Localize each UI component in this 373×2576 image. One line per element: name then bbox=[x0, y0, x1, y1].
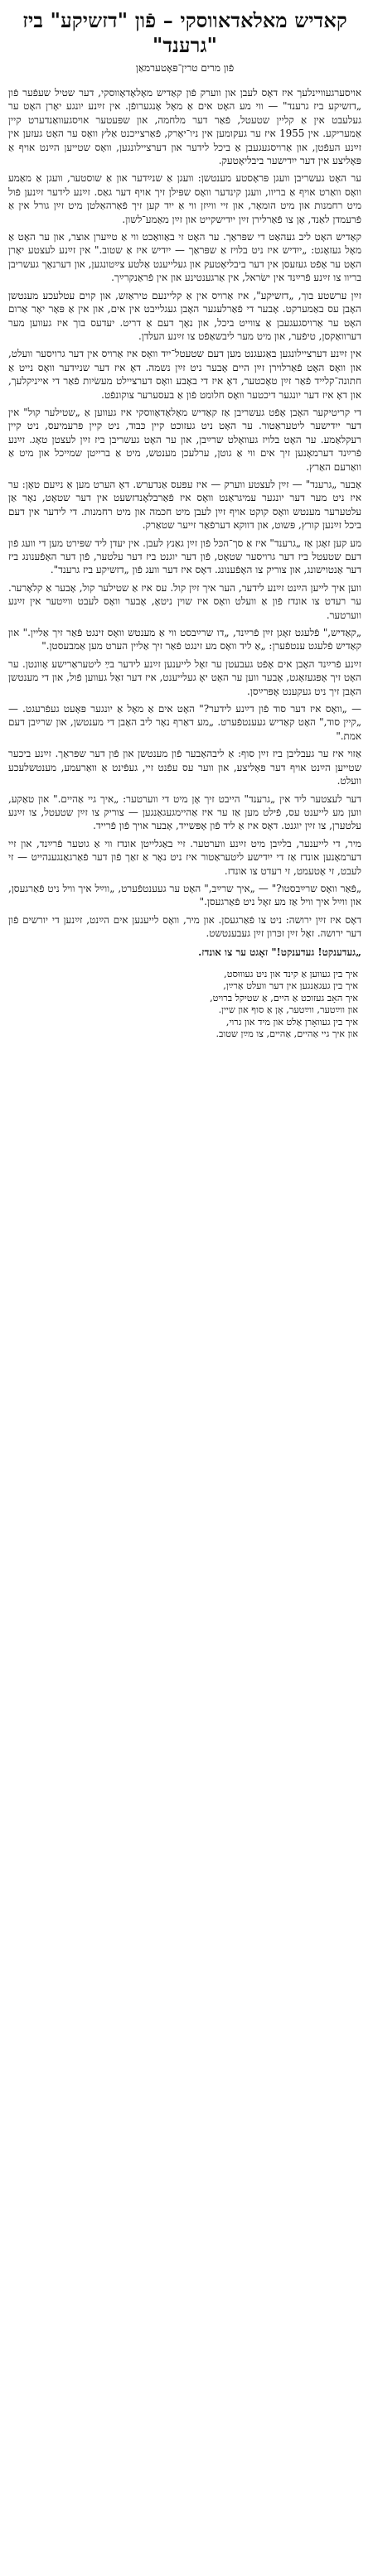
paragraph: די קריטיקער האָבן אָפֿט געשריבן אַז קאַדיש מאָלאָדאָווסקי איז געווען אַ „שטילער קול" אין דער ייִדישער ליטעראַטור. ער האָט ניט געזוכט קיין כּבוד, ניט קיין פּרעמיעס, ניט קיין רעקלאַמע. ער האָט בלויז געוואָלט שרײַבן, און ער האָט געשריבן ביז זײַן לעצטן טאָג. זײַנע פֿרײַנד דערמאָנען זיך אים ווי אַ גוטן, ערלעכן מענטש, מיט אַ ברייטן שמייכל און מיט אַ וואַרעם האַרץ. bbox=[8, 406, 361, 473]
paragraph: קאַדיש האָט ליב געהאַט די שפּראַך. ער האָט זי באַוואַכט ווי אַ טײַערן אוצר, און ער האָט אַ מאָל געזאָגט: „ייִדיש איז ניט בלויז אַ שפּראַך — ייִדיש איז אַ שטוב." אין זײַנע לעצטע יאָרן האָט ער אָפֿט געזעסן אין דער ביבליאָטעק און געלייענט אַלטע צײַטונגען, און דערנאָך געשריבן בריוו צו זײַנע פֿרײַנד אין ישׂראל, אין אַרגענטינע און אין פֿראַנקרײַך. bbox=[8, 231, 361, 284]
paragraph: מע קען זאָגן אַז „גרענד" איז אַ סך־הכּל פֿון זײַן גאַנץ לעבן. אין יעדן ליד שפּירט מען די וועג פֿון דעם שטעטל ביז דער גרויסער שטאָט, פֿון דער יוגנט ביז דער עלטער, פֿון דער האָפֿענונג ביז דער אַנטוישונג, און צוריק צו האָפֿענונג. דאָס איז דער וועג פֿון „דזשיקע ביז גרענד". bbox=[8, 537, 361, 576]
poem-block bbox=[8, 969, 361, 1041]
poem-line: איך בין געגאַנגען אין דער וועלט אַרײַן, bbox=[223, 980, 358, 992]
paragraph: זײַנע פֿרײַנד האָבן אים אָפֿט געבעטן ער זאָל לייענען זײַנע לידער בײַ ליטעראַרישע אָוונטן. ער האָט זיך אָפּגעזאָגט, אָבער ווען ער האָט יאָ געלייענט, איז דער זאַל געווען פֿול, און די מענטשן האָבן זיך ניט געקענט אָפּרײַסן. bbox=[8, 657, 361, 697]
article-page bbox=[8, 8, 361, 2567]
closing-line: „געדענקט! געדענקט!" זאָגט ער צו אונדז. bbox=[198, 946, 361, 958]
paragraph: דער לעצטער ליד אין „גרענד" הייבט זיך אָן מיט די ווערטער: „איך גיי אַהיים." און טאַקע, ווען מע לייענט עס, פֿילט מען אַז ער איז אַהיימגעגאַנגען — צוריק צו זײַן שטעטל, צו זײַנע עלטערן, צו זײַן יוגנט. דאָס איז אַ ליד פֿון אָפּשייד, אָבער אויך פֿון פֿרייד. bbox=[8, 792, 361, 832]
paragraph: זײַן ערשטע בוך, „דזשיקע", איז אַרויס אין אַ קליינעם טיראַזש, און קוים עטלעכע מענטשן האָבן עס באַמערקט. אָבער די פֿאַרלעגער האָבן געגלייבט אין אים, און אין אַ פּאָר יאָר אַרום האָט ער אַרויסגעגעבן אַ צווייט ביכל, און נאָך דעם אַ דריט. יעדעס בוך איז געווען מער דערוואַקסן, טיפֿער, און מיט מער ליבשאַפֿט צו זײַנע העלדן. bbox=[8, 289, 361, 342]
poem-line: איך בין געווען אַ קינד און ניט געוווּסט, bbox=[224, 968, 358, 980]
paragraph: „קאַדיש," פֿלעגט זאָגן זײַן פֿרײַנד, „דו שרײַבסט ווי אַ מענטש וואָס זינגט פֿאַר זיך אַליין." און קאַדיש פֿלעגט ענטפֿערן: „אַ ליד וואָס מע זינגט פֿאַר זיך אַליין הערט מען אַמבעסטן." bbox=[8, 627, 361, 652]
paragraph: אין זײַנע דערציילונגען באַגעגנט מען דעם שטעטל־ייִד וואָס איז אַרויס אין דער גרויסער וועלט, און וואָס האָט פֿאַרלוירן זײַן היים אָבער ניט זײַן נשמה. דאָ איז דער שנײַדער וואָס נייט אַ חתונה־קלייד פֿאַר זײַן טאָכטער, דאָ איז די באָבע וואָס דערציילט מעשׂיות פֿאַר די אייניקלעך, און דאָ איז דער יונגער דיכטער וואָס חלומט פֿון אַ בעסערער צוקונפֿט. bbox=[8, 348, 361, 401]
poem-line: און ווײַטער, ווײַטער, אָן אַ סוף און שיין. bbox=[218, 1004, 358, 1016]
page-title: קאדיש מאלאדאווסקי – פֿון "דזשיקע" ביז "גרענד" bbox=[22, 8, 347, 57]
paragraph: אָבער „גרענד" — זײַן לעצטע ווערק — איז עפּעס אַנדערש. דאָ הערט מען אַ נײַעם טאָן: ער איז ניט מער דער יונגער עמיגראַנט וואָס איז פֿאַרבלאָנדזשעט אין דער שטאָט, נאָר אַן עלטערער מענטש וואָס קוקט אויף זײַן לעבן מיט חכמה און מיט רחמנות. די לידער אין דעם ביכל זײַנען קורץ, פּשוט, און דווקא דערפֿאַר זייער שטאַרק. bbox=[8, 478, 361, 532]
paragraph: אויסערגעוויינלעך איז דאָס לעבן און ווערק פֿון קאַדיש מאָלאָדאָווסקי, דער שטיל שעפֿער פֿון „דזשיקע ביז גרענד" — ווי מע האָט אים אַ מאָל אָנגערופֿן. אין זײַנע יונגע יאָרן האָט ער געלעבט אין אַ קליין שטעטל, פֿאַר דער מלחמה, און שפּעטער אויסגעוואַנדערט קיין אַמעריקע. אין 1955 איז ער געקומען אין ניו־יאָרק, פֿאַרצייכנט אַלץ וואָס ער האָט געזען אין זײַנע העפֿטן, און אַרויסגעגעבן אַ ביכל לידער און דערציילונגען, וואָס שטייען הײַנט אויף אַ פּאָליצע אין דער ייִדישער ביבליאָטעק. bbox=[8, 87, 361, 167]
author-byline: פֿון מרים טרין־פּאָטערמאַן bbox=[135, 62, 235, 74]
poem-line: און איך גיי אַהיים, אַהיים, צו מײַן שטוב. bbox=[216, 1028, 358, 1040]
article-body bbox=[8, 86, 361, 941]
paragraph: ער האָט געשריבן וועגן פּראָסטע מענטשן: וועגן אַ שנײַדער און אַ שוסטער, וועגן אַ מאַמע וואָס וואַרט אויף אַ בריוו, וועגן קינדער וואָס שפּילן זיך אויף דער גאַס. זײַנע לידער זײַנען פֿול מיט רחמנות און מיט הומאָר, און זיי ווײַזן ווי אַ ייִד קען זיך פֿאַרהאַלטן מיט זײַן גורל אין אַ פֿרעמדן לאַנד, אָן צו פֿאַרלירן זײַן ייִדישקייט און זײַן מאַמע־לשון. bbox=[8, 172, 361, 225]
paragraph: „פֿאַר וואָס שרײַבסטו?" — „איך שרײַב," האָט ער געענטפֿערט, „ווײַל איך וויל ניט פֿאַרגעסן, און ווײַל איך וויל אַז מע זאָל ניט פֿאַרגעסן." bbox=[8, 882, 361, 908]
poem-line: איך האָב געזוכט אַ היים, אַ שטיקל ברויט, bbox=[210, 992, 358, 1004]
paragraph: דאָס איז זײַן ירושה: ניט צו פֿאַרגעסן. און מיר, וואָס לייענען אים הײַנט, זײַנען די יורשים פֿון דער ירושה. זאָל זײַן זכּרון זײַן געבענטשט. bbox=[8, 913, 361, 940]
paragraph: — „וואָס איז דער סוד פֿון דײַנע לידער?" האָט אים אַ מאָל אַ יונגער פּאָעט געפֿרעגט. — „קיין סוד," האָט קאַדיש געענטפֿערט. „מע דאַרף נאָר ליב האָבן די מענטשן, און שרײַבן דעם אמת." bbox=[8, 703, 361, 742]
paragraph: אַזוי איז ער געבליבן ביז זײַן סוף: אַ ליבהאָבער פֿון מענטשן און פֿון דער שפּראַך. זײַנע ביכער שטייען הײַנט אויף דער פּאָליצע, און ווער עס עפֿנט זיי, געפֿינט אַ וואַרעמע, מענטשלעכע וועלט. bbox=[8, 748, 361, 787]
paragraph: ווען איך לייען הײַנט זײַנע לידער, הער איך זײַן קול. עס איז אַ שטילער קול, אָבער אַ קלאָרער. ער רעדט צו אונדז פֿון אַ וועלט וואָס איז שוין ניטאָ, אָבער וואָס לעבט ווײַטער אין זײַנע ווערטער. bbox=[8, 581, 361, 621]
paragraph: מיר, די לייענער, בלײַבן מיט זײַנע ווערטער. זיי באַגלייטן אונדז ווי אַ גוטער פֿרײַנד, און זיי דערמאָנען אונדז אַז די ייִדישע ליטעראַטור איז ניט נאָר אַ זאַך פֿון דער פֿאַרגאַנגענהייט — זי לעבט, זי אָטעמט, זי רעדט צו אונדז. bbox=[8, 837, 361, 877]
poem-line: איך בין געוואָרן אַלט און מיד און גרוי, bbox=[225, 1016, 358, 1028]
